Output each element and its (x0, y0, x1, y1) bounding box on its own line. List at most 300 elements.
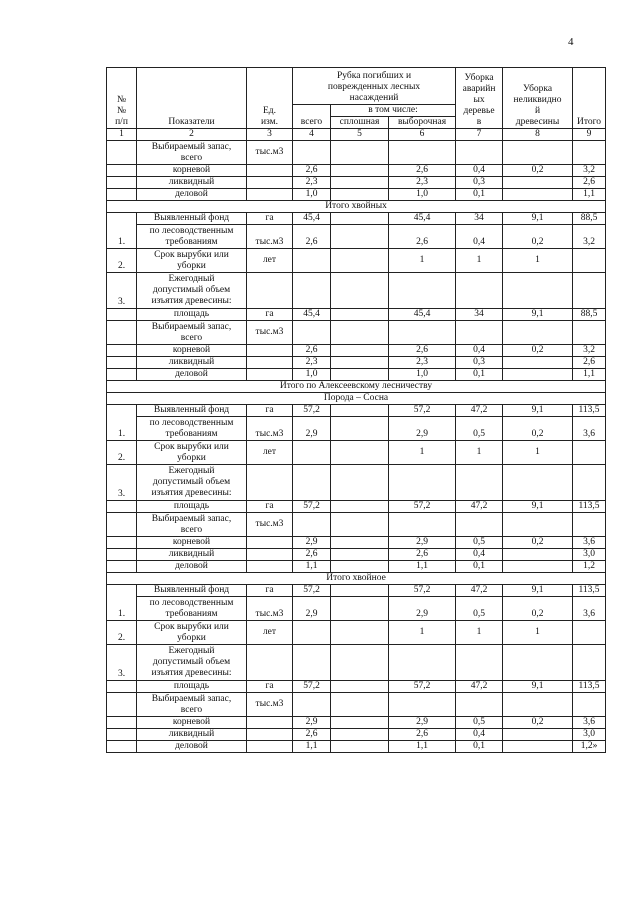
value-cell: 2,9 (389, 597, 456, 621)
row-unit: тыс.м3 (247, 321, 293, 345)
row-unit: тыс.м3 (247, 693, 293, 717)
table-row (107, 177, 606, 189)
row-unit: га (247, 309, 293, 321)
value-cell: 113,5 (573, 681, 606, 693)
row-number: 3. (107, 645, 137, 681)
value-cell (456, 465, 503, 501)
value-cell (293, 273, 331, 309)
value-cell: 2,3 (293, 177, 331, 189)
row-unit (247, 465, 293, 501)
value-cell: 1 (456, 621, 503, 645)
column-number: 1 (107, 129, 137, 141)
row-unit: тыс.м3 (247, 141, 293, 165)
value-cell: 0,4 (456, 729, 503, 741)
row-unit: га (247, 681, 293, 693)
row-number (107, 681, 137, 693)
table-row (107, 417, 606, 441)
value-cell: 2,6 (389, 165, 456, 177)
value-cell (331, 465, 389, 501)
value-cell (331, 561, 389, 573)
value-cell (331, 537, 389, 549)
table-row (107, 345, 606, 357)
value-cell: 9,1 (503, 585, 573, 597)
value-cell (503, 189, 573, 201)
header-cutting-group: Рубка погибших и поврежденных лесных насаждений (293, 68, 456, 105)
value-cell: 2,6 (573, 177, 606, 189)
value-cell: 2,6 (389, 729, 456, 741)
value-cell: 0,4 (456, 549, 503, 561)
value-cell: 113,5 (573, 501, 606, 513)
value-cell: 9,1 (503, 213, 573, 225)
value-cell: 1,0 (389, 189, 456, 201)
value-cell (503, 321, 573, 345)
value-cell: 3,6 (573, 717, 606, 729)
value-cell: 1,1 (389, 561, 456, 573)
value-cell: 2,6 (389, 549, 456, 561)
value-cell: 0,1 (456, 561, 503, 573)
value-cell: 3,6 (573, 537, 606, 549)
row-label: Выбираемый запас, всего (137, 513, 247, 537)
value-cell: 0,5 (456, 717, 503, 729)
table-row (107, 165, 606, 177)
value-cell: 1,1 (573, 189, 606, 201)
value-cell (456, 645, 503, 681)
value-cell: 2,9 (293, 537, 331, 549)
value-cell (389, 645, 456, 681)
row-unit (247, 645, 293, 681)
value-cell: 57,2 (389, 501, 456, 513)
row-label: площадь (137, 681, 247, 693)
value-cell (293, 465, 331, 501)
table-row (107, 561, 606, 573)
value-cell: 2,6 (293, 225, 331, 249)
value-cell: 57,2 (293, 501, 331, 513)
value-cell: 2,6 (293, 729, 331, 741)
header-emergency: Уборка аварийн ых деревье в (456, 68, 503, 129)
row-label: ликвидный (137, 357, 247, 369)
row-label: Срок вырубки или уборки (137, 441, 247, 465)
value-cell (331, 549, 389, 561)
value-cell: 0,2 (503, 417, 573, 441)
value-cell: 0,2 (503, 225, 573, 249)
header-indicators: Показатели (137, 68, 247, 129)
value-cell: 3,0 (573, 549, 606, 561)
section-title: Порода – Сосна (107, 393, 606, 405)
row-unit: лет (247, 441, 293, 465)
value-cell (331, 693, 389, 717)
row-label: площадь (137, 309, 247, 321)
table-row (107, 273, 606, 309)
value-cell: 9,1 (503, 309, 573, 321)
row-unit (247, 549, 293, 561)
value-cell (389, 321, 456, 345)
row-number: 3. (107, 273, 137, 309)
value-cell (389, 465, 456, 501)
value-cell: 45,4 (293, 213, 331, 225)
value-cell: 1 (389, 441, 456, 465)
row-number (107, 741, 137, 753)
value-cell (331, 249, 389, 273)
row-number: 1. (107, 585, 137, 621)
value-cell: 0,1 (456, 741, 503, 753)
column-number: 7 (456, 129, 503, 141)
value-cell: 1 (503, 621, 573, 645)
value-cell (573, 441, 606, 465)
section-title-row (107, 393, 606, 405)
value-cell (503, 513, 573, 537)
row-number (107, 309, 137, 321)
row-unit: тыс.м3 (247, 225, 293, 249)
value-cell (331, 501, 389, 513)
value-cell (503, 357, 573, 369)
header-unit: Ед. изм. (247, 68, 293, 129)
row-unit (247, 369, 293, 381)
value-cell: 47,2 (456, 501, 503, 513)
row-unit (247, 357, 293, 369)
value-cell (389, 273, 456, 309)
table-row (107, 741, 606, 753)
row-unit: тыс.м3 (247, 513, 293, 537)
value-cell: 1,0 (293, 369, 331, 381)
value-cell: 0,5 (456, 597, 503, 621)
column-number: 5 (331, 129, 389, 141)
value-cell: 57,2 (389, 405, 456, 417)
row-label: корневой (137, 165, 247, 177)
row-number (107, 537, 137, 549)
row-label: корневой (137, 345, 247, 357)
value-cell (331, 729, 389, 741)
value-cell (389, 513, 456, 537)
value-cell (573, 249, 606, 273)
table-row (107, 357, 606, 369)
value-cell (331, 189, 389, 201)
column-number: 4 (293, 129, 331, 141)
section-title: Итого по Алексеевскому лесничеству (107, 381, 606, 393)
page-number: 4 (568, 36, 574, 48)
value-cell (293, 141, 331, 165)
table-row (107, 513, 606, 537)
column-number: 9 (573, 129, 606, 141)
value-cell: 1 (389, 249, 456, 273)
value-cell: 0,5 (456, 537, 503, 549)
value-cell (503, 141, 573, 165)
value-cell (331, 417, 389, 441)
row-label: корневой (137, 717, 247, 729)
table-row (107, 621, 606, 645)
column-number: 2 (137, 129, 247, 141)
row-number: 2. (107, 441, 137, 465)
row-unit (247, 537, 293, 549)
value-cell: 47,2 (456, 585, 503, 597)
row-label: Ежегодный допустимый объем изъятия древесины: (137, 273, 247, 309)
value-cell (331, 741, 389, 753)
table-row (107, 405, 606, 417)
value-cell: 1 (503, 441, 573, 465)
row-label: ликвидный (137, 549, 247, 561)
row-number: 1. (107, 405, 137, 441)
row-unit (247, 345, 293, 357)
section-title-row (107, 573, 606, 585)
value-cell (573, 621, 606, 645)
value-cell (573, 273, 606, 309)
header-incl: в том числе: (331, 105, 456, 117)
value-cell (293, 513, 331, 537)
row-unit: га (247, 501, 293, 513)
value-cell: 1,2 (573, 561, 606, 573)
value-cell (456, 513, 503, 537)
value-cell: 34 (456, 213, 503, 225)
row-unit (247, 189, 293, 201)
row-label: Выбираемый запас, всего (137, 141, 247, 165)
table-row (107, 465, 606, 501)
value-cell: 57,2 (389, 681, 456, 693)
row-number (107, 513, 137, 537)
value-cell (456, 141, 503, 165)
value-cell (331, 441, 389, 465)
column-numbers-row (107, 129, 606, 141)
row-label: Выбираемый запас, всего (137, 693, 247, 717)
header-selective: выборочная (389, 117, 456, 129)
row-unit: га (247, 405, 293, 417)
row-label: Выбираемый запас, всего (137, 321, 247, 345)
row-number (107, 369, 137, 381)
row-number (107, 189, 137, 201)
value-cell: 45,4 (389, 213, 456, 225)
value-cell: 0,4 (456, 165, 503, 177)
value-cell (573, 141, 606, 165)
value-cell (293, 321, 331, 345)
row-number: 3. (107, 465, 137, 501)
value-cell: 3,0 (573, 729, 606, 741)
row-number (107, 177, 137, 189)
value-cell (331, 309, 389, 321)
row-label: Выявленный фонд (137, 405, 247, 417)
row-label: Ежегодный допустимый объем изъятия древесины: (137, 465, 247, 501)
table-row (107, 717, 606, 729)
row-unit: лет (247, 621, 293, 645)
table-row (107, 537, 606, 549)
table-row (107, 189, 606, 201)
value-cell: 0,2 (503, 537, 573, 549)
row-number (107, 141, 137, 165)
value-cell: 45,4 (389, 309, 456, 321)
value-cell: 0,2 (503, 165, 573, 177)
forest-table (106, 67, 606, 753)
row-label: площадь (137, 501, 247, 513)
column-number: 3 (247, 129, 293, 141)
value-cell: 1 (503, 249, 573, 273)
value-cell: 2,9 (293, 597, 331, 621)
row-label: корневой (137, 537, 247, 549)
value-cell: 2,6 (573, 357, 606, 369)
value-cell (503, 369, 573, 381)
value-cell: 3,2 (573, 165, 606, 177)
value-cell (293, 249, 331, 273)
row-number (107, 357, 137, 369)
value-cell: 47,2 (456, 405, 503, 417)
table-row (107, 681, 606, 693)
value-cell: 2,9 (293, 717, 331, 729)
value-cell: 1,1 (293, 561, 331, 573)
value-cell: 0,2 (503, 597, 573, 621)
value-cell (293, 693, 331, 717)
value-cell: 2,3 (389, 177, 456, 189)
value-cell: 0,2 (503, 345, 573, 357)
value-cell: 2,3 (389, 357, 456, 369)
value-cell (331, 405, 389, 417)
table-row (107, 213, 606, 225)
table-row (107, 585, 606, 597)
table-row (107, 597, 606, 621)
value-cell: 45,4 (293, 309, 331, 321)
value-cell: 0,4 (456, 225, 503, 249)
value-cell (573, 321, 606, 345)
value-cell: 0,3 (456, 177, 503, 189)
value-cell (456, 321, 503, 345)
row-label: деловой (137, 369, 247, 381)
value-cell (331, 273, 389, 309)
row-unit: тыс.м3 (247, 417, 293, 441)
value-cell (503, 465, 573, 501)
row-label: деловой (137, 189, 247, 201)
value-cell: 2,9 (389, 717, 456, 729)
value-cell: 0,1 (456, 189, 503, 201)
table-row (107, 321, 606, 345)
value-cell: 1,0 (389, 369, 456, 381)
value-cell (456, 693, 503, 717)
value-cell: 0,1 (456, 369, 503, 381)
header-total: всего (293, 105, 331, 129)
row-number (107, 549, 137, 561)
row-label: Выявленный фонд (137, 213, 247, 225)
value-cell: 57,2 (293, 681, 331, 693)
value-cell (503, 549, 573, 561)
value-cell (331, 717, 389, 729)
row-number (107, 501, 137, 513)
table-row (107, 693, 606, 717)
header-illiquid: Уборка неликвидно й древесины (503, 68, 573, 129)
value-cell: 1,1 (293, 741, 331, 753)
value-cell: 3,6 (573, 597, 606, 621)
value-cell: 88,5 (573, 213, 606, 225)
table-row (107, 309, 606, 321)
header-number: № № п/п (107, 68, 137, 129)
value-cell: 88,5 (573, 309, 606, 321)
value-cell (293, 645, 331, 681)
row-number: 1. (107, 213, 137, 249)
value-cell (331, 681, 389, 693)
value-cell (331, 357, 389, 369)
value-cell (503, 561, 573, 573)
table-row (107, 549, 606, 561)
value-cell: 3,2 (573, 345, 606, 357)
row-unit: га (247, 213, 293, 225)
value-cell: 1 (456, 249, 503, 273)
column-number: 8 (503, 129, 573, 141)
value-cell (331, 597, 389, 621)
table-row (107, 249, 606, 273)
row-unit: га (247, 585, 293, 597)
value-cell: 3,6 (573, 417, 606, 441)
value-cell: 2,6 (389, 225, 456, 249)
value-cell: 57,2 (293, 585, 331, 597)
value-cell (331, 621, 389, 645)
value-cell: 113,5 (573, 585, 606, 597)
value-cell: 1 (389, 621, 456, 645)
value-cell: 2,9 (389, 417, 456, 441)
value-cell (573, 645, 606, 681)
row-number (107, 693, 137, 717)
value-cell (331, 141, 389, 165)
value-cell: 47,2 (456, 681, 503, 693)
header-sum: Итого (573, 68, 606, 129)
row-unit (247, 165, 293, 177)
value-cell (389, 693, 456, 717)
row-unit (247, 729, 293, 741)
value-cell: 2,9 (389, 537, 456, 549)
value-cell (503, 273, 573, 309)
value-cell: 1,2» (573, 741, 606, 753)
value-cell: 2,9 (293, 417, 331, 441)
value-cell (503, 177, 573, 189)
value-cell: 2,3 (293, 357, 331, 369)
value-cell (503, 693, 573, 717)
value-cell (573, 693, 606, 717)
row-unit: тыс.м3 (247, 597, 293, 621)
value-cell (331, 213, 389, 225)
value-cell: 0,5 (456, 417, 503, 441)
row-label: деловой (137, 741, 247, 753)
table-row (107, 645, 606, 681)
value-cell (331, 645, 389, 681)
row-unit (247, 561, 293, 573)
row-unit (247, 717, 293, 729)
row-unit (247, 273, 293, 309)
value-cell (503, 741, 573, 753)
table-row (107, 369, 606, 381)
value-cell: 2,6 (389, 345, 456, 357)
table-row (107, 141, 606, 165)
row-number (107, 717, 137, 729)
column-number: 6 (389, 129, 456, 141)
row-number: 2. (107, 249, 137, 273)
value-cell (389, 141, 456, 165)
row-number (107, 345, 137, 357)
value-cell: 57,2 (293, 405, 331, 417)
value-cell: 1,1 (573, 369, 606, 381)
value-cell: 3,2 (573, 225, 606, 249)
row-label: по лесоводственным требованиям (137, 417, 247, 441)
value-cell (331, 165, 389, 177)
value-cell (503, 645, 573, 681)
value-cell: 2,6 (293, 345, 331, 357)
value-cell: 57,2 (389, 585, 456, 597)
row-label: по лесоводственным требованиям (137, 225, 247, 249)
value-cell: 2,6 (293, 549, 331, 561)
header-clear: сплошная (331, 117, 389, 129)
row-label: Выявленный фонд (137, 585, 247, 597)
value-cell: 9,1 (503, 405, 573, 417)
row-label: по лесоводственным требованиям (137, 597, 247, 621)
table-row (107, 441, 606, 465)
value-cell (331, 585, 389, 597)
row-number (107, 321, 137, 345)
value-cell (331, 513, 389, 537)
row-unit (247, 741, 293, 753)
row-label: Срок вырубки или уборки (137, 621, 247, 645)
value-cell (331, 345, 389, 357)
table-row (107, 225, 606, 249)
